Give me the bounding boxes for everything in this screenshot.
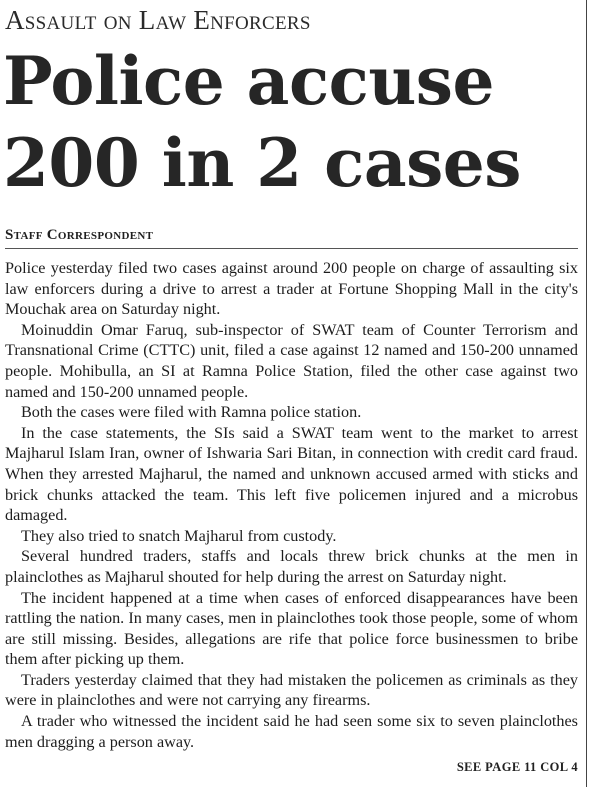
article-body xyxy=(5,258,578,752)
article-paragraph: They also tried to snatch Majharul from custody. xyxy=(21,526,337,545)
article-paragraph: In the case statements, the SIs said a SWAT team went to the market to arrest Majharul Islam Iran, owner of Ishwaria Sari Bitan, in connection with credit card fraud. When they arrested Majharul, the named and unknown accused armed with sticks and brick chunks attacked the team. This left five policemen injured and a microbus damaged. xyxy=(5,423,578,525)
article-paragraph: Moinuddin Omar Faruq, sub-inspector of SWAT team of Counter Terrorism and Transnational Crime (CTTC) unit, filed a case against 12 named and 150-200 unnamed people. Mohibulla, an SI at Ramna Police Station, filed the other case against two named and 150-200 unnamed people. xyxy=(5,320,578,401)
byline-divider xyxy=(5,248,578,249)
article-headline xyxy=(3,40,588,204)
continued-jump-line: SEE PAGE 11 COL 4 xyxy=(456,760,578,774)
article-byline: Staff Correspondent xyxy=(5,227,154,243)
article-kicker: Assault on Law Enforcers xyxy=(5,5,311,35)
article-paragraph: A trader who witnessed the incident said he had seen some six to seven plainclothes men dragging a person away. xyxy=(5,712,578,751)
article-paragraph: Traders yesterday claimed that they had mistaken the policemen as criminals as they were in plainclothes and were not carrying any firearms. xyxy=(5,670,578,710)
column-rule xyxy=(586,0,587,787)
article-paragraph: Both the cases were filed with Ramna police station. xyxy=(21,403,362,422)
article-paragraph: Police yesterday filed two cases against around 200 people on charge of assaulting six law enforcers during a drive to arrest a trader at Fortune Shopping Mall in the city's Mouchak area on Saturday night. xyxy=(5,259,578,319)
article-paragraph: Several hundred traders, staffs and locals threw brick chunks at the men in plainclothes as Majharul shouted for help during the arrest on Saturday night. xyxy=(5,547,578,586)
headline-line-2: 200 in 2 cases xyxy=(3,124,521,202)
article-paragraph: The incident happened at a time when cases of enforced disappearances have been rattling the nation. In many cases, men in plainclothes took those people, some of whom are still missing. Besides, allegations are rife that police force businessmen to bribe them after picking up them. xyxy=(5,588,578,669)
headline-line-1: Police accuse xyxy=(3,42,494,120)
